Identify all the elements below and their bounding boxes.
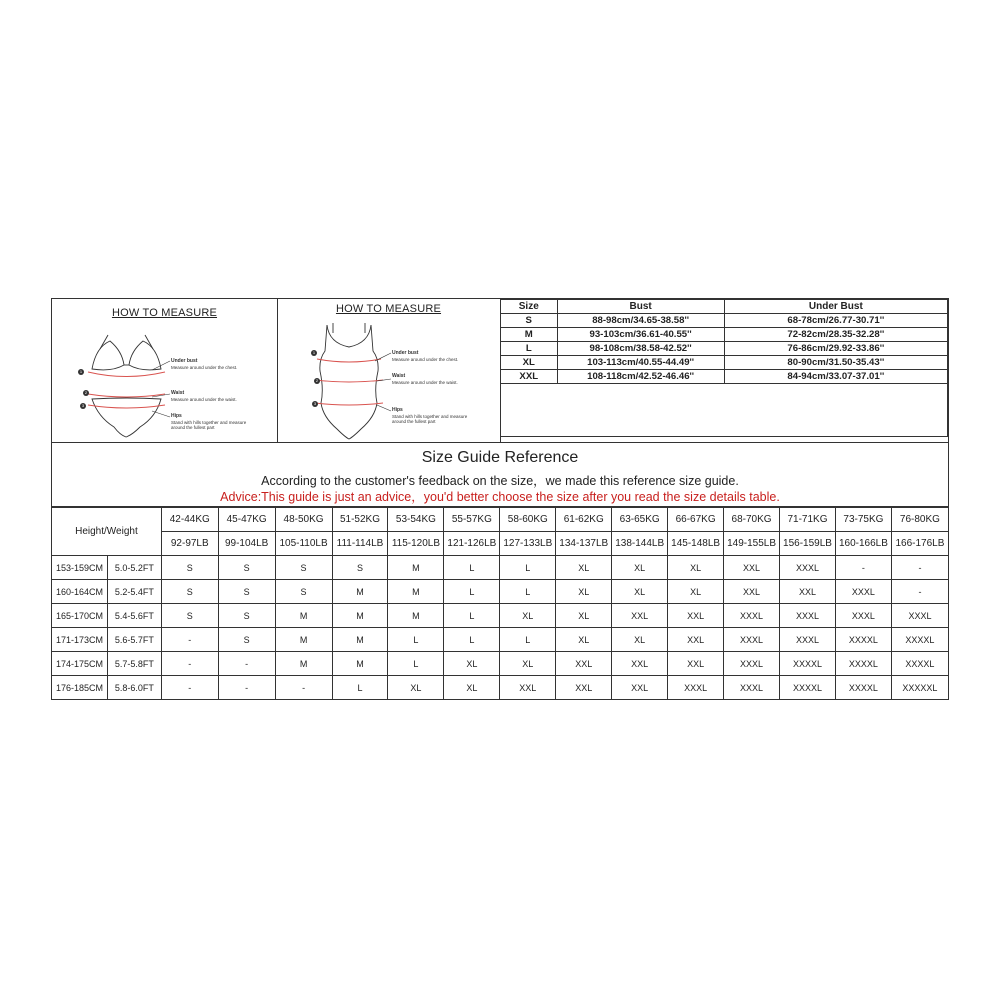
size-value-cell: XXL (668, 652, 724, 676)
bust-size-table (500, 299, 948, 437)
size-value-cell: S (275, 556, 332, 580)
height-cm-cell: 165-170CM (52, 604, 108, 628)
size-value-cell: XXXXL (835, 652, 891, 676)
size-table-spacer (501, 384, 948, 437)
table-row (52, 676, 949, 700)
size-value-cell: S (161, 556, 218, 580)
size-value-cell: S (218, 628, 275, 652)
size-value-cell: XXL (612, 652, 668, 676)
underbust-label: Under bust Measure around under the chest. (171, 358, 238, 370)
size-value-cell: XXXL (668, 676, 724, 700)
size-value-cell: XXXXL (891, 652, 948, 676)
header-size: Size (501, 300, 558, 314)
height-cm-cell: 171-173CM (52, 628, 108, 652)
size-value-cell: S (218, 580, 275, 604)
size-value-cell: XL (556, 556, 612, 580)
size-cell: M (501, 328, 558, 342)
reference-note: According to the customer's feedback on the size，we made this reference size guide. (261, 474, 739, 488)
weight-lb-cell: 166-176LB (891, 532, 948, 556)
weight-lb-cell: 134-137LB (556, 532, 612, 556)
height-ft-cell: 5.0-5.2FT (107, 556, 161, 580)
panel-title: HOW TO MEASURE (335, 303, 442, 315)
size-value-cell: L (444, 556, 500, 580)
size-value-cell: S (161, 604, 218, 628)
bust-cell: 93-103cm/36.61-40.55'' (557, 328, 724, 342)
weight-kg-cell: 71-71KG (780, 508, 836, 532)
size-value-cell: XXL (612, 676, 668, 700)
under-bust-cell: 84-94cm/33.07-37.01'' (724, 370, 947, 384)
size-value-cell: L (388, 652, 444, 676)
size-value-cell: XXXXL (780, 676, 836, 700)
under-bust-cell: 68-78cm/26.77-30.71'' (724, 314, 947, 328)
size-value-cell: XXXL (780, 628, 836, 652)
size-value-cell: M (388, 604, 444, 628)
size-value-cell: XXL (668, 604, 724, 628)
under-bust-cell: 80-90cm/31.50-35.43'' (724, 356, 947, 370)
weight-lb-cell: 138-144LB (612, 532, 668, 556)
size-value-cell: XXXL (724, 676, 780, 700)
size-value-cell: M (332, 628, 388, 652)
bust-cell: 103-113cm/40.55-44.49'' (557, 356, 724, 370)
size-row (501, 370, 948, 384)
size-value-cell: XXXL (835, 604, 891, 628)
height-cm-cell: 153-159CM (52, 556, 108, 580)
size-value-cell: L (332, 676, 388, 700)
size-value-cell: XXXXL (780, 652, 836, 676)
height-ft-cell: 5.7-5.8FT (107, 652, 161, 676)
size-value-cell: L (444, 628, 500, 652)
waist-label: Waist Measure around under the waist. (392, 373, 458, 385)
marker-2: 2 (315, 378, 319, 383)
size-value-cell: L (444, 604, 500, 628)
panel-title: HOW TO MEASURE (111, 307, 218, 319)
size-value-cell: XXXXL (835, 628, 891, 652)
size-cell: L (501, 342, 558, 356)
weight-lb-cell: 99-104LB (218, 532, 275, 556)
size-value-cell: - (161, 676, 218, 700)
hips-label: Hips Stand with hills together and measure around the fullest part (171, 413, 247, 430)
weight-lb-cell: 127-133LB (500, 532, 556, 556)
under-bust-cell: 72-82cm/28.35-32.28'' (724, 328, 947, 342)
bikini-measure-panel (52, 299, 278, 442)
size-value-cell: L (500, 628, 556, 652)
size-value-cell: XL (612, 556, 668, 580)
marker-3: 3 (313, 401, 317, 406)
table-row (52, 652, 949, 676)
marker-3: 3 (81, 403, 85, 408)
size-value-cell: - (891, 556, 948, 580)
table-row (52, 556, 949, 580)
size-value-cell: - (218, 652, 275, 676)
size-value-cell: XXL (556, 652, 612, 676)
size-value-cell: XXXXL (891, 628, 948, 652)
table-row (52, 580, 949, 604)
size-value-cell: XL (500, 604, 556, 628)
size-value-cell: XL (444, 652, 500, 676)
size-value-cell: S (161, 580, 218, 604)
height-cm-cell: 174-175CM (52, 652, 108, 676)
size-value-cell: L (388, 628, 444, 652)
size-value-cell: M (332, 652, 388, 676)
waist-label: Waist Measure around under the waist. (171, 390, 237, 402)
height-weight-label: Height/Weight (52, 508, 162, 556)
marker-1: 1 (79, 369, 83, 374)
height-cm-cell: 160-164CM (52, 580, 108, 604)
size-value-cell: S (332, 556, 388, 580)
size-row (501, 356, 948, 370)
weight-kg-row (52, 508, 949, 532)
weight-lb-cell: 105-110LB (275, 532, 332, 556)
size-value-cell: S (218, 556, 275, 580)
size-row (501, 328, 948, 342)
size-cell: S (501, 314, 558, 328)
underbust-label: Under bust Measure around under the chest. (392, 350, 459, 362)
size-value-cell: S (275, 580, 332, 604)
size-row (501, 342, 948, 356)
size-value-cell: XXXL (724, 604, 780, 628)
weight-kg-cell: 76-80KG (891, 508, 948, 532)
size-value-cell: L (444, 580, 500, 604)
table-row (52, 604, 949, 628)
size-value-cell: XXL (724, 556, 780, 580)
height-ft-cell: 5.8-6.0FT (107, 676, 161, 700)
size-value-cell: M (275, 652, 332, 676)
bust-cell: 88-98cm/34.65-38.58'' (557, 314, 724, 328)
size-value-cell: XL (556, 628, 612, 652)
size-value-cell: XL (556, 580, 612, 604)
size-chart (51, 298, 949, 700)
size-value-cell: XL (668, 556, 724, 580)
size-cell: XXL (501, 370, 558, 384)
height-ft-cell: 5.6-5.7FT (107, 628, 161, 652)
size-value-cell: XXXL (780, 604, 836, 628)
size-row (501, 314, 948, 328)
weight-kg-cell: 51-52KG (332, 508, 388, 532)
size-value-cell: L (500, 580, 556, 604)
weight-lb-cell: 156-159LB (780, 532, 836, 556)
size-value-cell: - (835, 556, 891, 580)
size-value-cell: XL (500, 652, 556, 676)
weight-kg-cell: 66-67KG (668, 508, 724, 532)
size-value-cell: XL (444, 676, 500, 700)
marker-1: 1 (312, 350, 316, 355)
size-value-cell: - (161, 652, 218, 676)
size-value-cell: XL (556, 604, 612, 628)
size-value-cell: XL (612, 628, 668, 652)
bust-cell: 108-118cm/42.52-46.46'' (557, 370, 724, 384)
weight-kg-cell: 63-65KG (612, 508, 668, 532)
weight-kg-cell: 53-54KG (388, 508, 444, 532)
size-cell: XL (501, 356, 558, 370)
size-value-cell: M (388, 556, 444, 580)
height-weight-table (51, 507, 949, 700)
header-bust: Bust (557, 300, 724, 314)
size-value-cell: XXL (612, 604, 668, 628)
size-value-cell: XXL (500, 676, 556, 700)
size-value-cell: XXXL (835, 580, 891, 604)
bust-cell: 98-108cm/38.58-42.52'' (557, 342, 724, 356)
size-value-cell: XXXXXL (891, 676, 948, 700)
weight-lb-cell: 111-114LB (332, 532, 388, 556)
size-table-empty (501, 384, 948, 437)
size-value-cell: M (332, 604, 388, 628)
advice-note: Advice:This guide is just an advice，you'd better choose the size after you read the size details table. (220, 490, 780, 504)
reference-section (51, 442, 949, 507)
size-value-cell: L (500, 556, 556, 580)
measure-section (51, 298, 949, 443)
size-value-cell: M (275, 628, 332, 652)
size-value-cell: XL (612, 580, 668, 604)
weight-lb-cell: 121-126LB (444, 532, 500, 556)
table-header-row (501, 300, 948, 314)
table-row (52, 628, 949, 652)
weight-lb-cell: 145-148LB (668, 532, 724, 556)
marker-2: 2 (84, 390, 88, 395)
size-value-cell: XXL (556, 676, 612, 700)
weight-lb-row (52, 532, 949, 556)
weight-kg-cell: 61-62KG (556, 508, 612, 532)
size-value-cell: - (161, 628, 218, 652)
size-value-cell: - (218, 676, 275, 700)
size-value-cell: XL (668, 580, 724, 604)
size-value-cell: S (218, 604, 275, 628)
size-value-cell: XXXL (780, 556, 836, 580)
size-value-cell: XXXXL (835, 676, 891, 700)
height-ft-cell: 5.4-5.6FT (107, 604, 161, 628)
weight-kg-cell: 68-70KG (724, 508, 780, 532)
size-value-cell: XXXL (724, 628, 780, 652)
under-bust-cell: 76-86cm/29.92-33.86'' (724, 342, 947, 356)
header-under-bust: Under Bust (724, 300, 947, 314)
weight-kg-cell: 58-60KG (500, 508, 556, 532)
weight-kg-cell: 55-57KG (444, 508, 500, 532)
reference-heading: Size Guide Reference (421, 449, 579, 466)
weight-kg-cell: 42-44KG (161, 508, 218, 532)
size-value-cell: - (891, 580, 948, 604)
size-value-cell: XXL (668, 628, 724, 652)
height-ft-cell: 5.2-5.4FT (107, 580, 161, 604)
size-value-cell: XL (388, 676, 444, 700)
size-value-cell: M (388, 580, 444, 604)
hips-label: Hips Stand with hills together and measure around the fullest part (392, 407, 468, 424)
weight-lb-cell: 115-120LB (388, 532, 444, 556)
size-value-cell: XXXL (891, 604, 948, 628)
size-value-cell: M (332, 580, 388, 604)
size-value-cell: XXL (724, 580, 780, 604)
weight-kg-cell: 73-75KG (835, 508, 891, 532)
size-value-cell: - (275, 676, 332, 700)
weight-kg-cell: 48-50KG (275, 508, 332, 532)
onepiece-measure-panel (277, 299, 501, 442)
weight-kg-cell: 45-47KG (218, 508, 275, 532)
size-value-cell: XXL (780, 580, 836, 604)
weight-lb-cell: 92-97LB (161, 532, 218, 556)
height-cm-cell: 176-185CM (52, 676, 108, 700)
size-value-cell: XXXL (724, 652, 780, 676)
size-value-cell: M (275, 604, 332, 628)
weight-lb-cell: 160-166LB (835, 532, 891, 556)
weight-lb-cell: 149-155LB (724, 532, 780, 556)
